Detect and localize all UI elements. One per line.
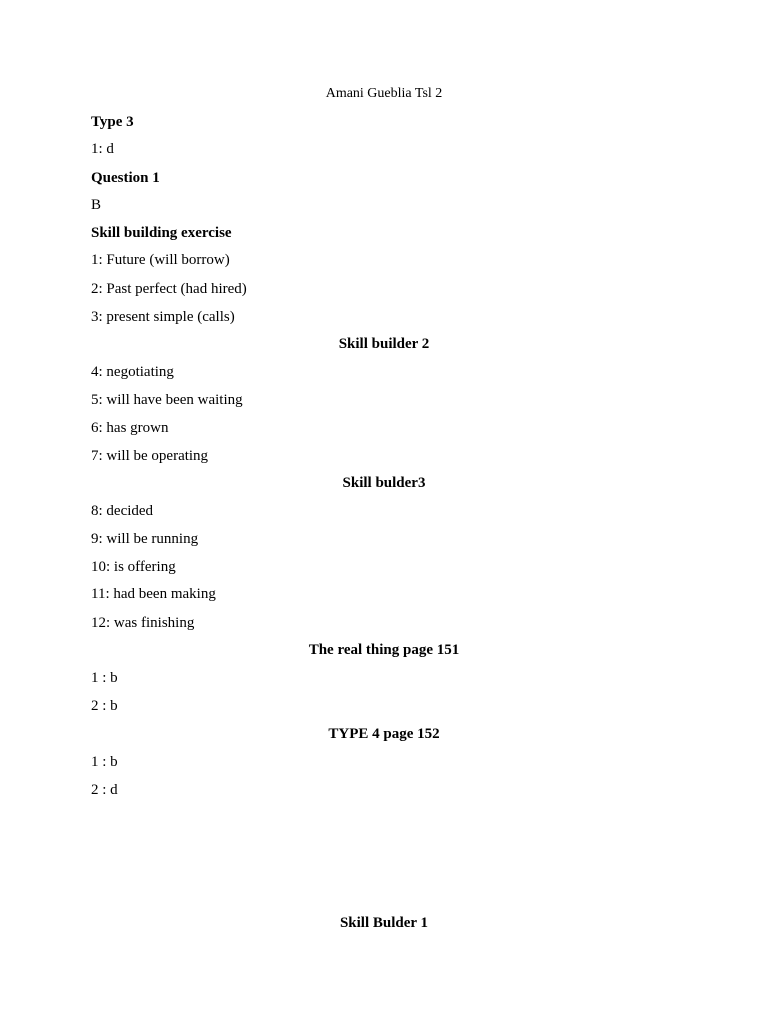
type4-item: 2 : d [91, 782, 118, 798]
real-thing-item: 2 : b [91, 698, 118, 714]
type3-answer: 1: d [91, 141, 114, 157]
skill-builder3-item: 9: will be running [91, 531, 199, 547]
type4-heading: TYPE 4 page 152 [328, 726, 440, 742]
skill-builder2-item: 5: will have been waiting [91, 392, 243, 408]
skill-builder3-item: 11: had been making [91, 586, 216, 602]
question1-heading: Question 1 [91, 170, 160, 186]
skill-builder3-item: 12: was finishing [91, 615, 195, 631]
skill-building-item: 1: Future (will borrow) [91, 252, 230, 268]
skill-building-item: 3: present simple (calls) [91, 309, 235, 325]
skill-builder2-item: 6: has grown [91, 420, 169, 436]
question1-answer: B [91, 197, 102, 213]
real-thing-heading: The real thing page 151 [308, 642, 460, 658]
skill-builder3-item: 8: decided [91, 503, 154, 519]
author-line: Amani Gueblia Tsl 2 [325, 86, 443, 101]
skill-builder3-item: 10: is offering [91, 559, 176, 575]
skill-builder2-heading: Skill builder 2 [338, 336, 430, 352]
skill-builder2-item: 7: will be operating [91, 448, 209, 464]
skill-building-item: 2: Past perfect (had hired) [91, 281, 247, 297]
skill-builder3-heading: Skill bulder3 [342, 475, 426, 491]
skill-builder2-item: 4: negotiating [91, 364, 174, 380]
type4-item: 1 : b [91, 754, 118, 770]
type3-heading: Type 3 [91, 114, 134, 130]
skill-building-heading: Skill building exercise [91, 225, 232, 241]
skill-builder1-heading: Skill Bulder 1 [339, 915, 429, 931]
real-thing-item: 1 : b [91, 670, 118, 686]
